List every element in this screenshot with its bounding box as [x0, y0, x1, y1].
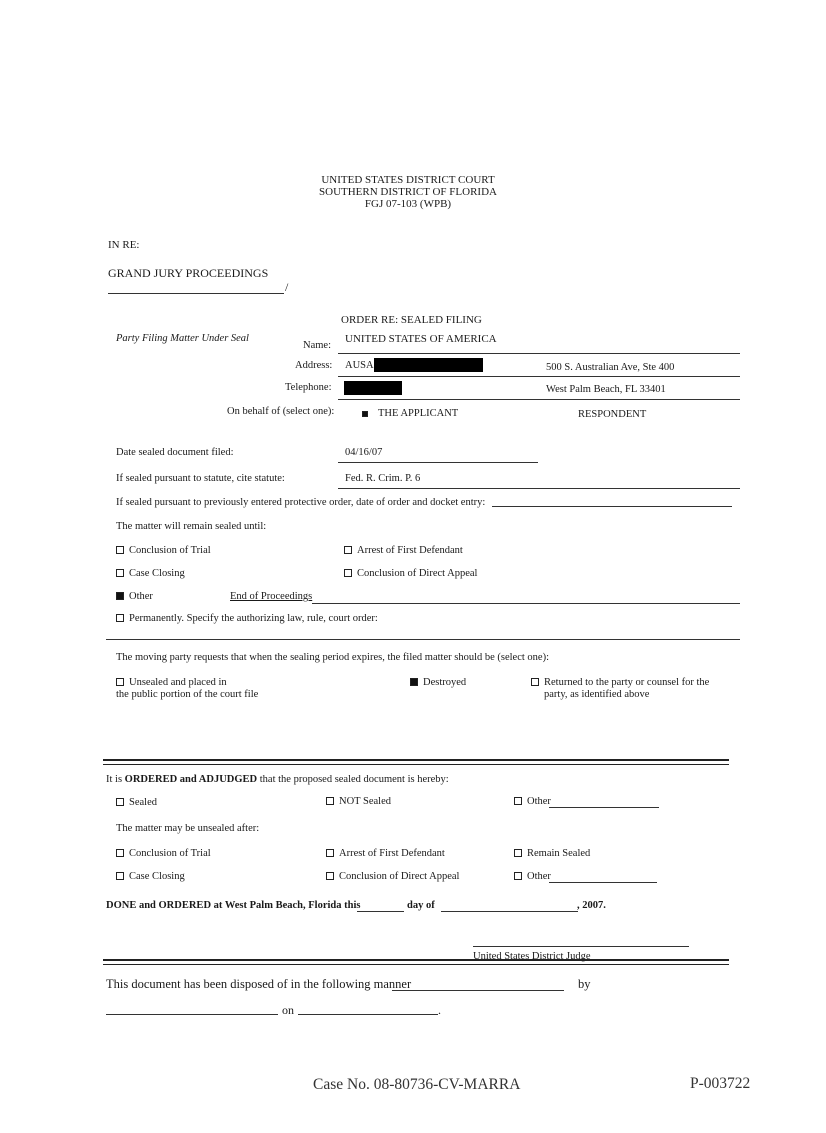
option-label: Permanently. Specify the authorizing law, rule, court order:	[129, 613, 378, 624]
checkbox-checked-icon	[410, 678, 418, 686]
option-label: Returned to the party or counsel for the	[544, 677, 710, 688]
checkbox-icon	[326, 872, 334, 880]
after-option-case-closing[interactable]	[116, 871, 185, 882]
section-rule	[106, 639, 740, 640]
checkbox-icon	[116, 546, 124, 554]
after-option-arrest-first[interactable]	[326, 848, 445, 859]
after-option-other[interactable]	[514, 871, 551, 882]
case-number: Case No. 08-80736-CV-MARRA	[313, 1076, 521, 1093]
ordered-adjudged-text: ORDERED and ADJUDGED	[124, 774, 258, 785]
other-value[interactable]: End of Proceedings	[230, 591, 313, 602]
address-right: 500 S. Australian Ave, Ste 400	[546, 362, 675, 373]
respondent-option[interactable]: RESPONDENT	[578, 409, 647, 420]
footer-double-rule	[103, 959, 729, 965]
after-option-conclusion-trial[interactable]	[116, 848, 211, 859]
order-rest-text: that the proposed sealed document is hereby:	[259, 774, 449, 785]
protective-order-rule[interactable]	[492, 506, 732, 507]
option-conclusion-trial[interactable]	[116, 545, 211, 556]
option-returned[interactable]	[531, 677, 709, 688]
checkbox-icon	[326, 797, 334, 805]
after-other-rule	[549, 882, 657, 883]
after-option-remain-sealed[interactable]	[514, 848, 590, 859]
disposal-by: by	[578, 977, 591, 991]
name-rule	[338, 353, 740, 354]
month-blank[interactable]	[441, 911, 578, 912]
checkbox-icon	[344, 569, 352, 577]
checkbox-icon	[116, 614, 124, 622]
option-label: Case Closing	[129, 871, 185, 882]
applicant-option[interactable]	[362, 408, 458, 419]
address-rule	[338, 376, 740, 377]
option-label: Unsealed and placed in	[129, 677, 227, 688]
date-rule	[338, 462, 538, 463]
name-value: UNITED STATES OF AMERICA	[345, 333, 497, 345]
checkbox-icon	[514, 797, 522, 805]
disposal-date-blank[interactable]	[298, 1014, 438, 1015]
checkbox-icon	[116, 678, 124, 686]
checkbox-icon	[116, 872, 124, 880]
order-option-sealed[interactable]	[116, 797, 157, 808]
option-other[interactable]	[116, 591, 153, 602]
unsealed-after-label: The matter may be unsealed after:	[116, 823, 260, 834]
matter-title: GRAND JURY PROCEEDINGS	[108, 266, 269, 280]
protective-order-label: If sealed pursuant to previously entered protective order, date of order and docket entry:	[116, 497, 486, 508]
day-blank[interactable]	[357, 911, 404, 912]
option-permanently[interactable]	[116, 613, 378, 624]
party-filing-label: Party Filing Matter Under Seal	[116, 333, 249, 344]
statute-label: If sealed pursuant to statute, cite statute:	[116, 473, 285, 484]
disposal-blank[interactable]	[392, 990, 564, 991]
option-destroyed[interactable]	[410, 677, 466, 688]
behalf-label: On behalf of (select one):	[227, 406, 335, 417]
option-label: Sealed	[129, 797, 157, 808]
date-filed-value[interactable]: 04/16/07	[345, 447, 383, 458]
checkbox-icon	[326, 849, 334, 857]
checkbox-checked-icon	[116, 592, 124, 600]
in-re-label: IN RE:	[108, 239, 140, 251]
option-case-closing[interactable]	[116, 568, 185, 579]
option-label: Conclusion of Trial	[129, 848, 211, 859]
disposal-by-blank[interactable]	[106, 1014, 278, 1015]
order-option-other[interactable]	[514, 796, 551, 807]
checkbox-icon	[116, 569, 124, 577]
section-double-rule	[103, 759, 729, 765]
disposal-period: .	[438, 1003, 441, 1017]
expiry-request-label: The moving party requests that when the sealing period expires, the filed matter should be (select one):	[116, 652, 549, 663]
statute-value[interactable]: Fed. R. Crim. P. 6	[345, 473, 421, 484]
address-label: Address:	[295, 360, 333, 371]
order-option-not-sealed[interactable]	[326, 796, 391, 807]
court-name: UNITED STATES DISTRICT COURT	[321, 174, 495, 186]
applicant-label: THE APPLICANT	[378, 408, 459, 419]
option-label: Conclusion of Trial	[129, 545, 211, 556]
checkbox-icon	[116, 849, 124, 857]
bates-number: P-003722	[690, 1075, 751, 1092]
district-name: SOUTHERN DISTRICT OF FLORIDA	[319, 186, 497, 198]
redaction-telephone	[344, 381, 402, 395]
date-filed-label: Date sealed document filed:	[116, 447, 234, 458]
option-label: Destroyed	[423, 677, 467, 688]
ordered-sentence	[106, 774, 449, 785]
option-label: Other	[527, 871, 551, 882]
disposal-on: on	[282, 1003, 294, 1017]
option-label: Other	[129, 591, 153, 602]
disposal-text: This document has been disposed of in the following manner	[106, 977, 412, 991]
other-rule	[312, 603, 740, 604]
checkbox-icon	[344, 546, 352, 554]
option-label: Case Closing	[129, 568, 185, 579]
option-conclusion-appeal[interactable]	[344, 568, 477, 579]
checkbox-checked-icon	[362, 411, 368, 417]
redaction-address	[374, 358, 483, 372]
option-label: Conclusion of Direct Appeal	[357, 568, 478, 579]
option-label: Other	[527, 796, 551, 807]
it-is-text: It is	[106, 774, 123, 785]
statute-rule	[338, 488, 740, 489]
option-label: NOT Sealed	[339, 796, 392, 807]
checkbox-icon	[116, 798, 124, 806]
day-of-text: day of	[407, 900, 435, 911]
caption-rule	[108, 293, 284, 294]
name-label: Name:	[303, 340, 331, 351]
option-label: Arrest of First Defendant	[357, 545, 463, 556]
order-other-rule	[549, 807, 659, 808]
done-prefix: DONE and ORDERED at West Palm Beach, Florida this	[106, 900, 361, 911]
telephone-right: West Palm Beach, FL 33401	[546, 384, 666, 395]
telephone-label: Telephone:	[285, 382, 332, 393]
option-label: Conclusion of Direct Appeal	[339, 871, 460, 882]
option-label: Remain Sealed	[527, 848, 591, 859]
address-prefix: AUSA	[345, 360, 374, 371]
judge-title: United States District Judge	[473, 951, 591, 962]
option-arrest-first-defendant[interactable]	[344, 545, 463, 556]
after-option-conclusion-appeal[interactable]	[326, 871, 459, 882]
option-unsealed[interactable]	[116, 677, 227, 688]
checkbox-icon	[514, 849, 522, 857]
docket-number: FGJ 07-103 (WPB)	[364, 198, 452, 210]
telephone-rule	[338, 399, 740, 400]
option-label: Arrest of First Defendant	[339, 848, 445, 859]
signature-line[interactable]	[473, 946, 689, 947]
remain-sealed-label: The matter will remain sealed until:	[116, 521, 267, 532]
unsealed-line2: the public portion of the court file	[116, 689, 259, 700]
returned-line2: party, as identified above	[544, 689, 650, 700]
order-title: ORDER RE: SEALED FILING	[341, 314, 482, 326]
checkbox-icon	[531, 678, 539, 686]
caption-slash: /	[285, 280, 289, 294]
checkbox-icon	[514, 872, 522, 880]
year-text: , 2007.	[577, 900, 606, 911]
